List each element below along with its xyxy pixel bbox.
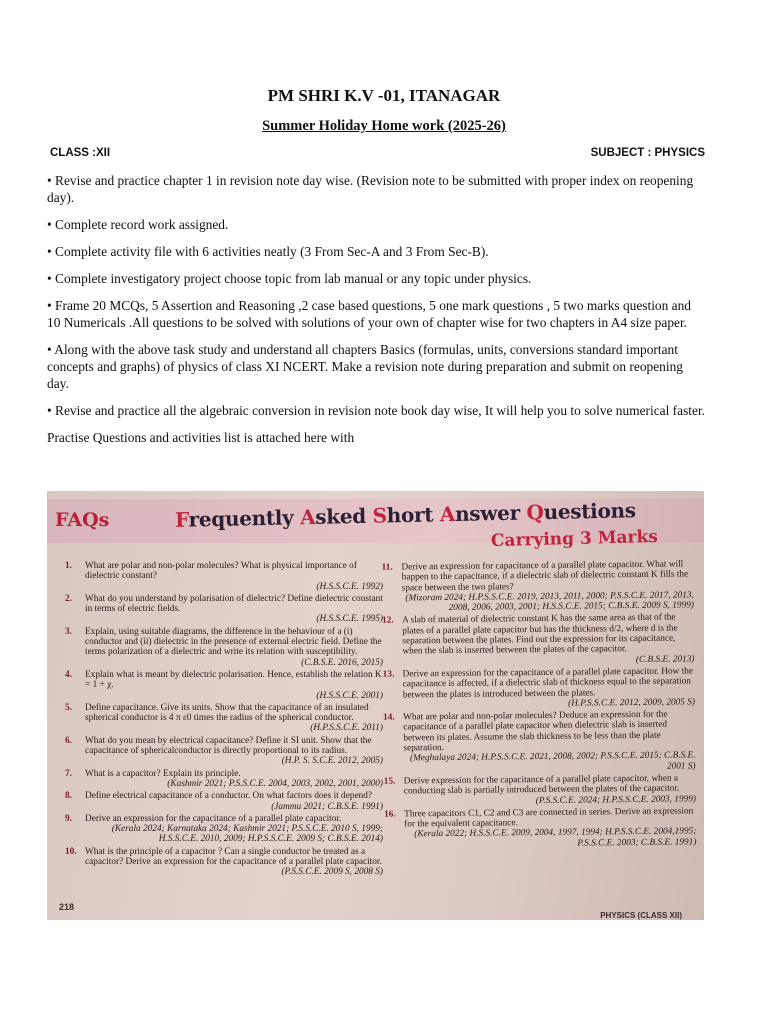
question-text: Explain what is meant by dielectric polarisation. Hence, establish the relation K = 1 + χ. <box>85 669 382 691</box>
carrying-marks-label: Carrying 3 Marks <box>490 526 659 552</box>
question-number: 1. <box>65 561 72 571</box>
task-item: • Complete record work assigned. <box>47 217 229 232</box>
question-text: What is a capacitor? Explain its principle. <box>85 768 241 779</box>
faq-heading-part: Q <box>526 500 544 525</box>
question-text-block <box>404 806 696 850</box>
question-source: (Mizoram 2024; H.P.S.S.C.E. 2019, 2013, 2011, 2000; P.S.S.C.E. 2017, 2013, 2008, 2006, 2003, 2001; H.S.S.C.E. 2015; C.B.S.E. 2009 S, 1999) <box>405 590 695 614</box>
question-item <box>65 736 383 767</box>
question-text: What do you understand by polarisation of dielectric? Define dielectric constant in terms of electric fields. <box>85 593 383 615</box>
question-number: 4. <box>65 669 72 680</box>
question-number: 16. <box>384 809 396 820</box>
question-item <box>65 561 383 592</box>
question-source: (P.S.S.C.E. 2024; H.P.S.S.C.E. 2003, 1999) <box>535 793 697 806</box>
question-text: What is the principle of a capacitor ? Can a single conductor be treated as a capacitor? Derive an expression for the capacitance of a parallel plate capacitor. <box>85 846 382 868</box>
question-item <box>65 627 383 668</box>
question-item <box>383 666 695 710</box>
question-column-right <box>381 559 696 852</box>
subject-label: SUBJECT : PHYSICS <box>590 147 705 159</box>
question-item <box>65 814 383 845</box>
question-text-block <box>85 594 383 625</box>
question-number: 5. <box>65 702 72 713</box>
task-item: • Frame 20 MCQs, 5 Assertion and Reasoning ,2 case based questions, 5 one mark questions , 5 two marks question and 10 Numericals .All questions to be solved with solutions of your own of chapter wise for two chapters in A4 size paper. <box>47 298 692 330</box>
question-number: 7. <box>65 768 72 779</box>
school-title: PM SHRI K.V -01, ITANAGAR <box>267 86 501 105</box>
task-item: • Along with the above task study and understand all chapters Basics (formulas, units, conversions standard important concepts and graphs) of physics of class XI NCERT. Make a revision note during preparation and submit on reopening day. <box>47 342 683 391</box>
question-source: (Kerala 2022; H.S.S.C.E. 2009, 2004, 1997, 1994; H.P.S.S.C.E. 2004,1995; P.S.S.C.E. 2003; C.B.S.E. 1991) <box>414 826 697 849</box>
question-item <box>65 769 383 790</box>
attachment-note: Practise Questions and activities list is attached here with <box>47 430 355 445</box>
question-item <box>65 791 383 812</box>
question-source: (H.P.S.S.C.E. 2012, 2009, 2005 S) <box>568 697 696 709</box>
question-text-block <box>85 627 383 668</box>
question-number: 10. <box>65 846 77 857</box>
textbook-page-photo <box>47 491 704 920</box>
faq-heading-part: A <box>299 504 316 530</box>
question-source: (Kashmir 2021; P.S.S.C.E. 2004, 2003, 2002, 2001, 2000) <box>167 778 383 789</box>
page-number: 218 <box>59 902 75 912</box>
question-item <box>65 703 383 734</box>
question-text: Derive an expression for the capacitance of a parallel plate capacitor. <box>85 813 342 824</box>
question-source: (H.P.S.S.C.E. 2011) <box>310 723 383 734</box>
question-text: What are polar and non-polar molecules? What is physical importance of dielectric constant? <box>85 561 357 582</box>
question-number: 12. <box>382 616 394 627</box>
question-number: 14. <box>383 712 395 723</box>
question-item <box>65 670 383 701</box>
question-text-block <box>85 847 383 878</box>
question-text: What are polar and non-polar molecules? Deduce an expression for the capacitance of a parallel plate capacitor when dielectric slab is inserted between its plates. Assume the slab thickness to be less than the plate separation. <box>403 709 668 754</box>
question-text-block <box>85 814 383 845</box>
question-item <box>65 594 383 625</box>
task-item: • Complete investigatory project choose topic from lab manual or any topic under physics. <box>47 271 532 286</box>
question-item <box>383 710 696 775</box>
question-source: (C.B.S.E. 2016, 2015) <box>301 657 383 668</box>
homework-subtitle: Summer Holiday Home work (2025-26) <box>262 118 506 134</box>
question-text: Define electrical capacitance of a conductor. On what factors does it depend? <box>85 791 373 802</box>
question-item <box>65 847 383 878</box>
question-source: (Kerala 2024; Karnataka 2024; Kashmir 2021; P.S.S.C.E. 2010 S, 1999; H.S.S.C.E. 2010, 2009; H.P.S.S.C.E. 2009 S; C.B.S.E. 2014) <box>111 824 383 845</box>
question-text-block <box>85 769 383 790</box>
question-text-block <box>85 670 383 701</box>
question-text: Explain, using suitable diagrams, the difference in the behaviour of a (i) conductor and (ii) dielectric in the presence of external electric field. Define the terms polarization of a dielectric and write its relation with susceptibility. <box>85 626 382 658</box>
question-text-block <box>85 736 383 767</box>
question-source: (H.P. S. S.C.E. 2012, 2005) <box>281 756 383 767</box>
question-number: 13. <box>382 669 395 680</box>
question-text: A slab of material of dielectric constant K has the same area as that of the plates of a parallel plate capacitor but has the thickness d/2, where d is the separation between the plates. Find out the expression for its capacitance, when the slab is inserted between the plates of the capacitor. <box>402 613 678 657</box>
faq-heading-part: hort <box>386 502 441 528</box>
question-text-block <box>404 773 696 807</box>
faq-heading-part: A <box>439 501 456 527</box>
question-item <box>384 806 696 850</box>
faq-heading-part: uestions <box>543 498 636 525</box>
question-number: 6. <box>65 735 72 746</box>
question-source: (P.S.S.C.E. 2009 S, 2008 S) <box>281 867 383 878</box>
task-item: • Complete activity file with 6 activities neatly (3 From Sec-A and 3 From Sec-B). <box>47 244 489 259</box>
question-column-left <box>65 561 383 880</box>
book-footer: PHYSICS (CLASS XII) <box>600 911 682 920</box>
question-item <box>384 773 696 807</box>
question-number: 2. <box>65 593 72 604</box>
question-text-block <box>403 710 696 775</box>
question-text: Define capacitance. Give its units. Show that the capacitance of an insulated spherical conductor is 4 π ε0 times the radius of the spherical conductor. <box>85 702 369 724</box>
faq-heading-part: requently <box>188 505 301 532</box>
question-number: 9. <box>65 813 72 824</box>
task-list <box>47 172 707 446</box>
question-number: 8. <box>65 791 72 802</box>
question-source: (H.S.S.C.E. 1995) <box>316 614 383 625</box>
faqs-label: FAQs <box>55 509 110 531</box>
question-source: (H.S.S.C.E. 1992) <box>316 581 383 592</box>
question-number: 11. <box>381 562 393 573</box>
faq-heading-part: nswer <box>454 500 527 526</box>
task-item: • Revise and practice chapter 1 in revision note day wise. (Revision note to be submitted with proper index on reopening day). <box>47 173 694 205</box>
question-number: 15. <box>383 776 396 787</box>
question-text: Derive an expression for the capacitance of a parallel plate capacitor. How the capacitance is affected, if a dielectric slab of thickness equal to the separation between the plates is introduced between the plates. <box>402 666 694 700</box>
question-item <box>382 613 695 668</box>
question-text-block <box>401 559 694 614</box>
class-label: CLASS :XII <box>50 147 111 159</box>
question-text-block <box>85 791 383 812</box>
question-text-block <box>402 613 695 668</box>
question-item <box>381 559 694 614</box>
question-text: What do you mean by electrical capacitance? Define it SI unit. Show that the capacitance of sphericalconductor is directly proportional to its radius. <box>85 735 372 757</box>
question-source: (Meghalaya 2024; H.P.S.S.C.E. 2021, 2008, 2002; P.S.S.C.E. 2015; C.B.S.E. 2001 S) <box>409 750 696 772</box>
task-item: • Revise and practice all the algebraic conversion in revision note book day wise, It will help you to solve numerical faster. <box>47 403 706 418</box>
question-text-block <box>85 703 383 734</box>
question-text-block <box>85 561 383 592</box>
question-source: (Jammu 2021; C.B.S.E. 1991) <box>271 801 383 812</box>
question-text: Derive an expression for capacitance of a parallel plate capacitor. What will happen to the capacitance, if a dielectric slab of dielectric constant K fills the space between the two plates? <box>401 559 689 594</box>
question-number: 3. <box>65 626 72 637</box>
question-text: Derive expression for the capacitance of a parallel plate capacitor, when a conducting slab is partially introduced between the plates of the capacitor. <box>403 773 680 797</box>
question-source: (C.B.S.E. 2013) <box>635 654 695 665</box>
faq-heading-part: F <box>174 507 189 532</box>
question-source: (H.S.S.C.E. 2001) <box>316 690 383 701</box>
faq-heading-part: sked <box>315 503 373 529</box>
faq-heading-part: S <box>372 503 387 528</box>
question-text: Three capacitors C1, C2 and C3 are connected in series. Derive an expression for the equivalent capacitance. <box>404 806 694 830</box>
question-text-block <box>403 666 695 710</box>
